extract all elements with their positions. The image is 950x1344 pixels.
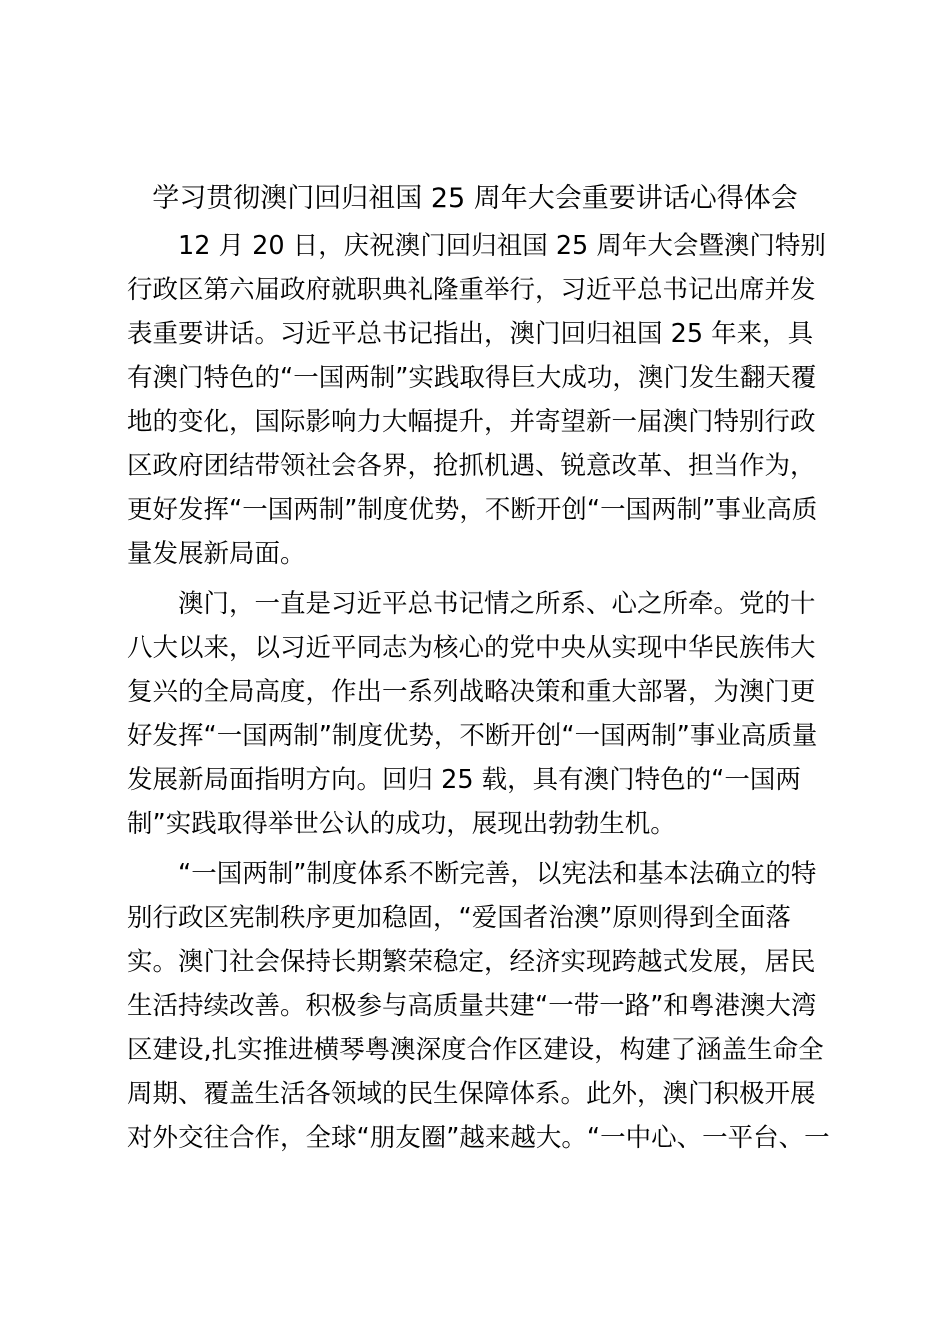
- text-line: 表重要讲话。习近平总书记指出，澳门回归祖国 25 年来，具: [127, 319, 814, 349]
- text-line: 量发展新局面。: [127, 539, 306, 569]
- text-line: “一国两制”制度体系不断完善，以宪法和基本法确立的特: [178, 859, 817, 889]
- text-line: 八大以来，以习近平同志为核心的党中央从实现中华民族伟大: [127, 633, 816, 663]
- text-line: 好发挥“一国两制”制度优势，不断开创“一国两制”事业高质量: [127, 721, 818, 751]
- text-line: 更好发挥“一国两制”制度优势，不断开创“一国两制”事业高质: [127, 495, 818, 525]
- text-line: 实。澳门社会保持长期繁荣稳定，经济实现跨越式发展，居民: [127, 947, 816, 977]
- text-line: 生活持续改善。积极参与高质量共建“一带一路”和粤港澳大湾: [127, 991, 817, 1021]
- text-line: 区政府团结带领社会各界，抢抓机遇、锐意改革、担当作为，: [127, 451, 816, 481]
- text-line: 行政区第六届政府就职典礼隆重举行，习近平总书记出席并发: [127, 275, 816, 305]
- document-title: 学习贯彻澳门回归祖国 25 周年大会重要讲话心得体会: [152, 183, 798, 214]
- text-line: 周期、覆盖生活各领域的民生保障体系。此外，澳门积极开展: [127, 1079, 816, 1109]
- text-line: 12 月 20 日，庆祝澳门回归祖国 25 周年大会暨澳门特别: [178, 231, 826, 261]
- text-line: 别行政区宪制秩序更加稳固，“爱国者治澳”原则得到全面落: [127, 903, 791, 933]
- text-line: 复兴的全局高度，作出一系列战略决策和重大部署，为澳门更: [127, 677, 816, 707]
- text-line: 制”实践取得举世公认的成功，展现出勃勃生机。: [127, 809, 676, 839]
- text-line: 对外交往合作，全球“朋友圈”越来越大。“一中心、一平台、一: [127, 1123, 830, 1153]
- text-line: 地的变化，国际影响力大幅提升，并寄望新一届澳门特别行政: [127, 407, 816, 437]
- text-line: 发展新局面指明方向。回归 25 载，具有澳门特色的“一国两: [127, 765, 801, 795]
- text-line: 有澳门特色的“一国两制”实践取得巨大成功，澳门发生翻天覆: [127, 363, 817, 393]
- text-line: 区建设,扎实推进横琴粤澳深度合作区建设，构建了涵盖生命全: [127, 1035, 824, 1065]
- text-line: 澳门，一直是习近平总书记情之所系、心之所牵。党的十: [178, 589, 816, 619]
